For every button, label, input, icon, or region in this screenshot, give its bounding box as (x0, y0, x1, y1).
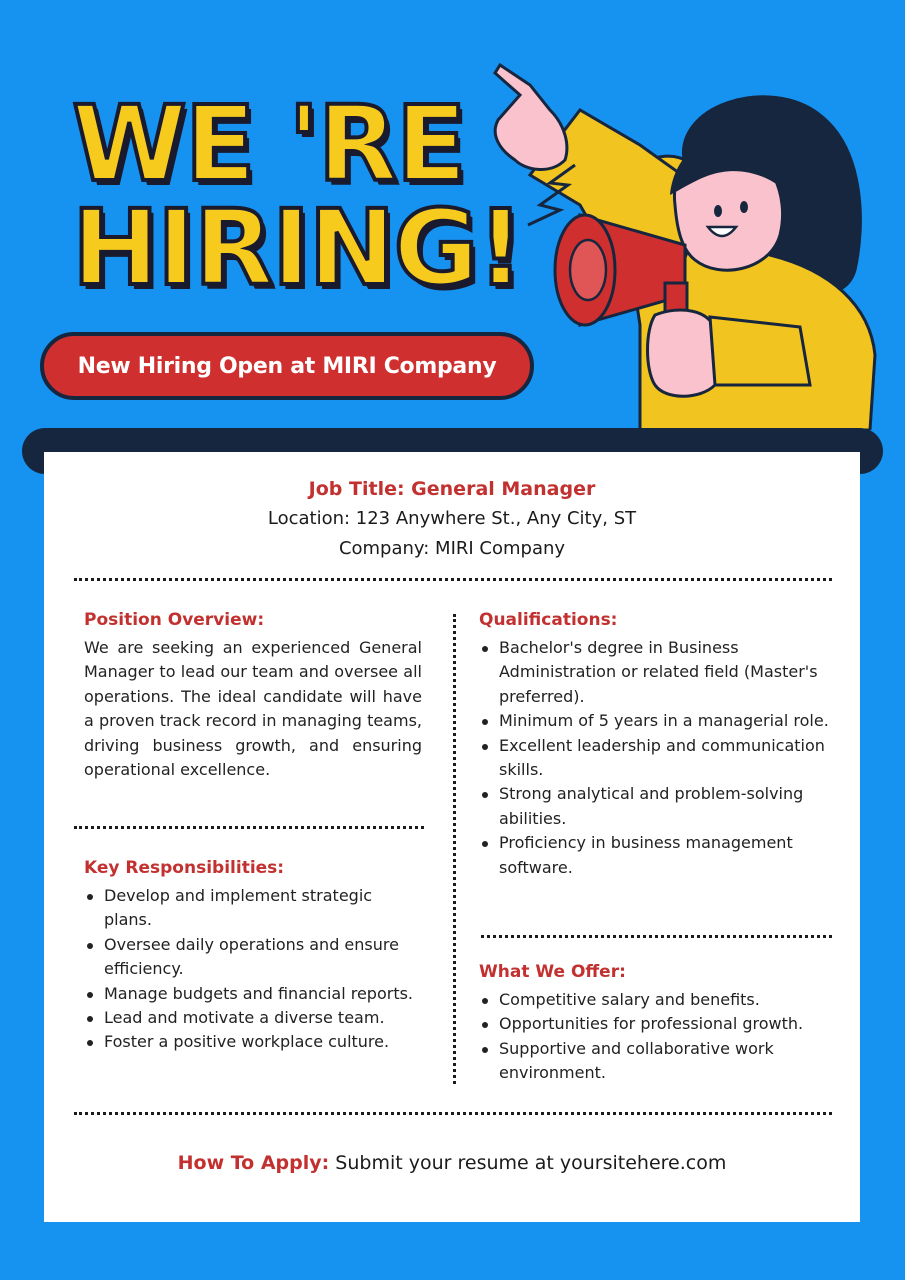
job-title: Job Title: General Manager (308, 478, 596, 500)
list-item: Strong analytical and problem-solving abilities. (479, 782, 829, 831)
qualifications-list (479, 636, 829, 880)
list-item: Opportunities for professional growth. (479, 1012, 829, 1036)
list-item: Supportive and collaborative work environment. (479, 1037, 829, 1086)
how-to-apply (44, 1152, 860, 1174)
list-item: Competitive salary and benefits. (479, 988, 829, 1012)
list-item: Excellent leadership and communication skills. (479, 734, 829, 783)
list-item: Oversee daily operations and ensure efficiency. (84, 933, 424, 982)
job-card (44, 452, 860, 1222)
divider-bottom (74, 1112, 832, 1115)
woman-with-megaphone-illustration (470, 55, 905, 430)
divider-left (74, 826, 424, 829)
list-item: Minimum of 5 years in a managerial role. (479, 709, 829, 733)
qualifications-title: Qualifications: (479, 610, 618, 630)
scallop-path (44, 1206, 860, 1217)
list-item: Foster a positive workplace culture. (84, 1030, 424, 1054)
what-we-offer-list (479, 988, 829, 1086)
job-company: Company: MIRI Company (338, 538, 566, 559)
card-scalloped-edge (44, 1206, 860, 1226)
key-responsibilities-title: Key Responsibilities: (84, 858, 285, 878)
list-item: Bachelor's degree in Business Administration or related field (Master's preferred). (479, 636, 829, 709)
hiring-banner-pill: New Hiring Open at MIRI Company (40, 332, 534, 400)
divider-right (481, 935, 832, 938)
list-item: Lead and motivate a diverse team. (84, 1006, 424, 1030)
divider-top (74, 578, 832, 581)
position-overview-title: Position Overview: (84, 610, 265, 630)
key-responsibilities-list (84, 884, 424, 1055)
list-item: Proficiency in business management software. (479, 831, 829, 880)
headline-line-2: HIRING! (72, 187, 523, 309)
position-overview-text: We are seeking an experienced General Manager to lead our team and oversee all operations. The ideal candidate will have a proven track record in managing teams, driving business growth, and ensuring operational excellence. (84, 638, 422, 780)
column-divider (453, 614, 456, 1084)
headline (72, 83, 523, 309)
how-to-apply-text: Submit your resume at yoursitehere.com (335, 1152, 727, 1174)
headline-line-1: WE 'RE (72, 83, 465, 205)
job-location: Location: 123 Anywhere St., Any City, ST (267, 508, 637, 529)
list-item: Develop and implement strategic plans. (84, 884, 424, 933)
how-to-apply-label: How To Apply: (177, 1152, 330, 1174)
list-item: Manage budgets and financial reports. (84, 982, 424, 1006)
what-we-offer-title: What We Offer: (479, 962, 626, 982)
